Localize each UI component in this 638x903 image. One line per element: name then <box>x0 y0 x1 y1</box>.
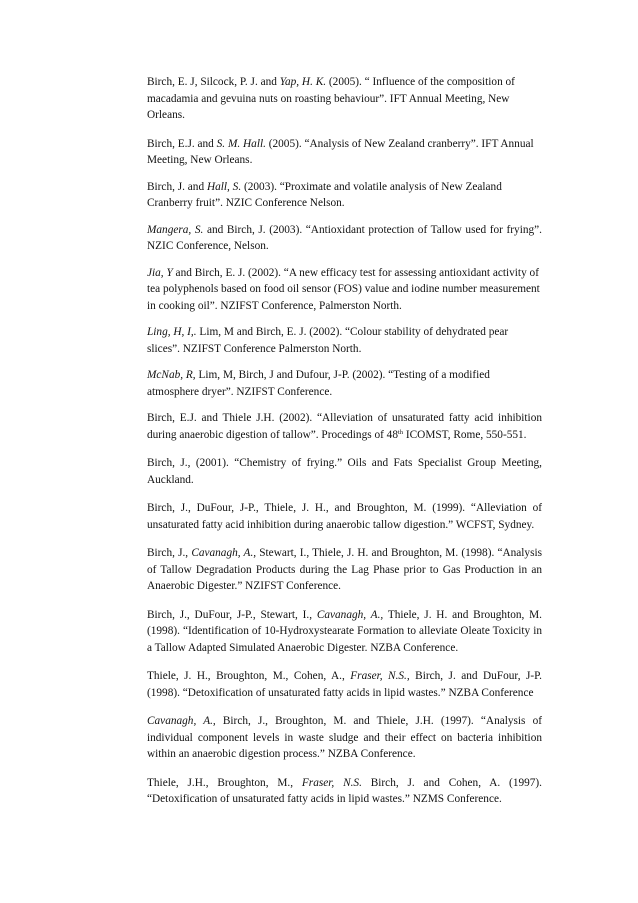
reference-list <box>147 74 542 820</box>
reference-entry: Birch, J., DuFour, J-P., Thiele, J. H., and Broughton, M. (1999). “Alleviation of unsaturated fatty acid inhibition during anaerobic tallow digestion.” WCFST, Sydney. <box>147 502 542 531</box>
superscript: th <box>397 428 404 436</box>
reference-entry: Birch, E.J. and Thiele J.H. (2002). “Alleviation of unsaturated fatty acid inhibition during anaerobic digestion of tallow”. Procedings of 48th ICOMST, Rome, 550-551. <box>147 412 542 441</box>
reference-entry: Ling, H, I,. Lim, M and Birch, E. J. (2002). “Colour stability of dehydrated pear slices”. NZIFST Conference Palmerston North. <box>147 326 509 355</box>
reference-entry: Jia, Y and Birch, E. J. (2002). “A new efficacy test for assessing antioxidant activity of tea polyphenols based on food oil sensor (FOS) value and iodine number measurement in cooking oil”. NZIFST Conference, Palmerston North. <box>147 266 540 312</box>
reference-entry: Birch, J. and Hall, S. (2003). “Proximate and volatile analysis of New Zealand Cranberry fruit”. NZIC Conference Nelson. <box>147 180 502 209</box>
reference-entry: Birch, J., Cavanagh, A., Stewart, I., Thiele, J. H. and Broughton, M. (1998). “Analysis of Tallow Degradation Products during the Lag Phase prior to Gas Production in an Anaerobic Digester.” NZIFST Conference. <box>147 547 542 592</box>
reference-entry: Birch, J., (2001). “Chemistry of frying.” Oils and Fats Specialist Group Meeting, Auckland. <box>147 457 542 486</box>
reference-entry: Birch, E. J, Silcock, P. J. and Yap, H. K. (2005). “ Influence of the composition of macadamia and gevuina nuts on roasting behaviour”. IFT Annual Meeting, New Orleans. <box>147 76 515 121</box>
reference-entry: Thiele, J.H., Broughton, M., Fraser, N.S. Birch, J. and Cohen, A. (1997). “Detoxification of unsaturated fatty acids in lipid wastes.” NZMS Conference. <box>147 776 542 805</box>
reference-entry: Birch, J., DuFour, J-P., Stewart, I., Cavanagh, A., Thiele, J. H. and Broughton, M. (1998). “Identification of 10-Hydroxystearate Formation to alleviate Oleate Toxicity in a Tallow Adapted Simulated Anaerobic Digester. NZBA Conference. <box>147 608 542 654</box>
reference-entry: Mangera, S. and Birch, J. (2003). “Antioxidant protection of Tallow used for frying”. NZIC Conference, Nelson. <box>147 223 542 252</box>
reference-entry: Cavanagh, A., Birch, J., Broughton, M. and Thiele, J.H. (1997). “Analysis of individual component levels in waste sludge and their effect on bacteria inhibition within an anaerobic digestion process.” NZBA Conference. <box>147 715 542 760</box>
reference-entry: Thiele, J. H., Broughton, M., Cohen, A., Fraser, N.S., Birch, J. and DuFour, J-P. (1998). “Detoxification of unsaturated fatty acids in lipid wastes.” NZBA Conference <box>147 670 542 699</box>
reference-entry: McNab, R, Lim, M, Birch, J and Dufour, J-P. (2002). “Testing of a modified atmosphere dryer”. NZIFST Conference. <box>147 369 490 398</box>
reference-entry: Birch, E.J. and S. M. Hall. (2005). “Analysis of New Zealand cranberry”. IFT Annual Meeting, New Orleans. <box>147 137 534 166</box>
